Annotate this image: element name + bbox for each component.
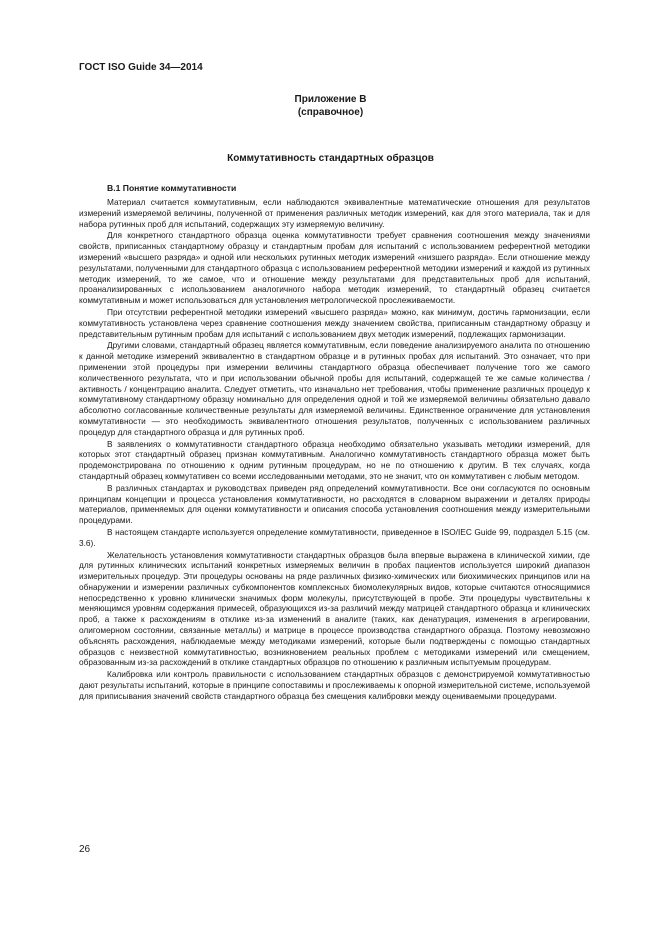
paragraph: В различных стандартах и руководствах приведен ряд определений коммутативности. Все они согласуются по основным принципам концепции и процесса установления коммутативности, но расходятся в словарном выражении и деталях природы материалов, применяемых для оценки коммутативности и описания способа установления соотношения между измерительными процедурами. <box>79 482 590 526</box>
page-number: 26 <box>79 844 91 855</box>
paragraph: В заявлениях о коммутативности стандартного образца необходимо обязательно указывать методики измерений, для которых этот стандартный образец признан коммутативным. Аналогично коммутативность стандартного образца может быть продемонстрирована по отношению к одним рутинным процедурам, но не по отношению к другим. В тех случаях, когда стандартный образец коммутативен со всеми исследованными методами, это не значит, что он коммутативен с любым методом. <box>79 438 590 481</box>
paragraph: При отсутствии референтной методики измерений «высшего разряда» можно, как минимум, достичь гармонизации, если коммутативность установлена через сравнение соотношения между значением свойства, приписанным стандартному образцу и представительным рутинным пробам для испытаний с использованием двух методик измерений, подлежащих гармонизации. <box>79 306 590 339</box>
paragraph: Желательность установления коммутативности стандартных образцов была впервые выражена в клинической химии, где для рутинных клинических испытаний конкретных измеряемых величин в пробах пациентов используется широкий диапазон измерительных процедур. Эти процедуры основаны на ряде различных физико-химических или биохимических принципов или на обнаружении и измерении различных субкомпонентов комплексных биомолекулярных видов, которые считаются относящимися непосредственно к уровню клинически значимых форм молекулы, присутствующей в пробе. Эти процедуры чувствительны к меняющимся уровням содержания примесей, образующихся из-за различий между матрицей стандартного образца и клинических проб, а также к расхождениям в отклике из-за изменений в аналите (таких, как денатурация, изменения в агрегировании, олигомерном состоянии, связанные металлы) и матрице в процессе производства стандартного образца. Поэтому невозможно объяснять расхождения, наблюдаемые между методиками измерений, которые были подтверждены с помощью стандартных образцов с неизвестной коммутативностью, возникновением реальных проблем с методиками измерений или смещением, образованным из-за расхождений в отклике стандартных образцов по отношению к различным испытуемым процедурам. <box>79 549 590 668</box>
paragraph: Другими словами, стандартный образец является коммутативным, если поведение анализируемого аналита по отношению к данной методике измерений эквивалентно в стандартном образце и в рутинных пробах для испытаний. Это означает, что при применении этой процедуры при измерении величины стандартного образца обеспечивает получение того же самого количественного результата, что и при использовании обычной пробы для испытаний, содержащей те же самые количества / активность / концентрацию аналита. Следует отметить, что изначально нет требования, чтобы применение различных процедур к коммутативному стандартному образцу номинально для определения одной и той же измеряемой величины обязательно давало абсолютно согласованные количественные результаты для измеряемой величины. Единственное ограничение для установления коммутативности — это необходимость эквивалентного отношения результатов, полученных с использованием различных процедур для стандартного образца и для рутинных проб. <box>79 340 590 437</box>
section-heading: В.1 Понятие коммутативности <box>107 183 237 193</box>
paragraph: В настоящем стандарте используется определение коммутативности, приведенное в ISO/IEC Guide 99, подраздел 5.15 (см. 3.6). <box>79 526 590 548</box>
paragraph: Для конкретного стандартного образца оценка коммутативности требует сравнения соотношения между значениями свойств, приписанных стандартному образцу и стандартным пробам для испытаний с использованием референтной методики измерений «высшего разряда» и одной или нескольких рутинных методик измерений «низшего разряда». Если отношение между результатами, полученными для стандартного образца с использованием референтной методики измерений и каждой из рутинных методик измерений, то же самое, что и отношение между результатами для представительных проб для испытаний, проанализированных с использованием аналогичного набора методик измерений, то стандартный образец считается коммутативным и может использоваться для установления метрологической прослеживаемости. <box>79 230 590 306</box>
paragraph: Калибровка или контроль правильности с использованием стандартных образцов с демонстрируемой коммутативностью дают результаты испытаний, которые в принципе сопоставимы и прослеживаемы к опорной измерительной системе, используемой для приписывания значений свойств стандартного образца без смещения калибровки между оцениваемыми процедурами. <box>79 669 590 701</box>
document-header: ГОСТ ISO Guide 34—2014 <box>79 62 203 73</box>
annex-title: Приложение В <box>294 94 367 105</box>
document-body <box>79 182 590 703</box>
page-title: Коммутативность стандартных образцов <box>227 153 434 164</box>
paragraph: Материал считается коммутативным, если наблюдаются эквивалентные математические отношения для результатов измерений измеряемой величины, полученной от применения различных методик измерений, как для этого материала, так и для набора рутинных проб для испытаний, содержащих эту измеряемую величину. <box>79 197 590 229</box>
annex-heading <box>0 93 661 119</box>
annex-subtitle: (справочное) <box>297 107 364 118</box>
